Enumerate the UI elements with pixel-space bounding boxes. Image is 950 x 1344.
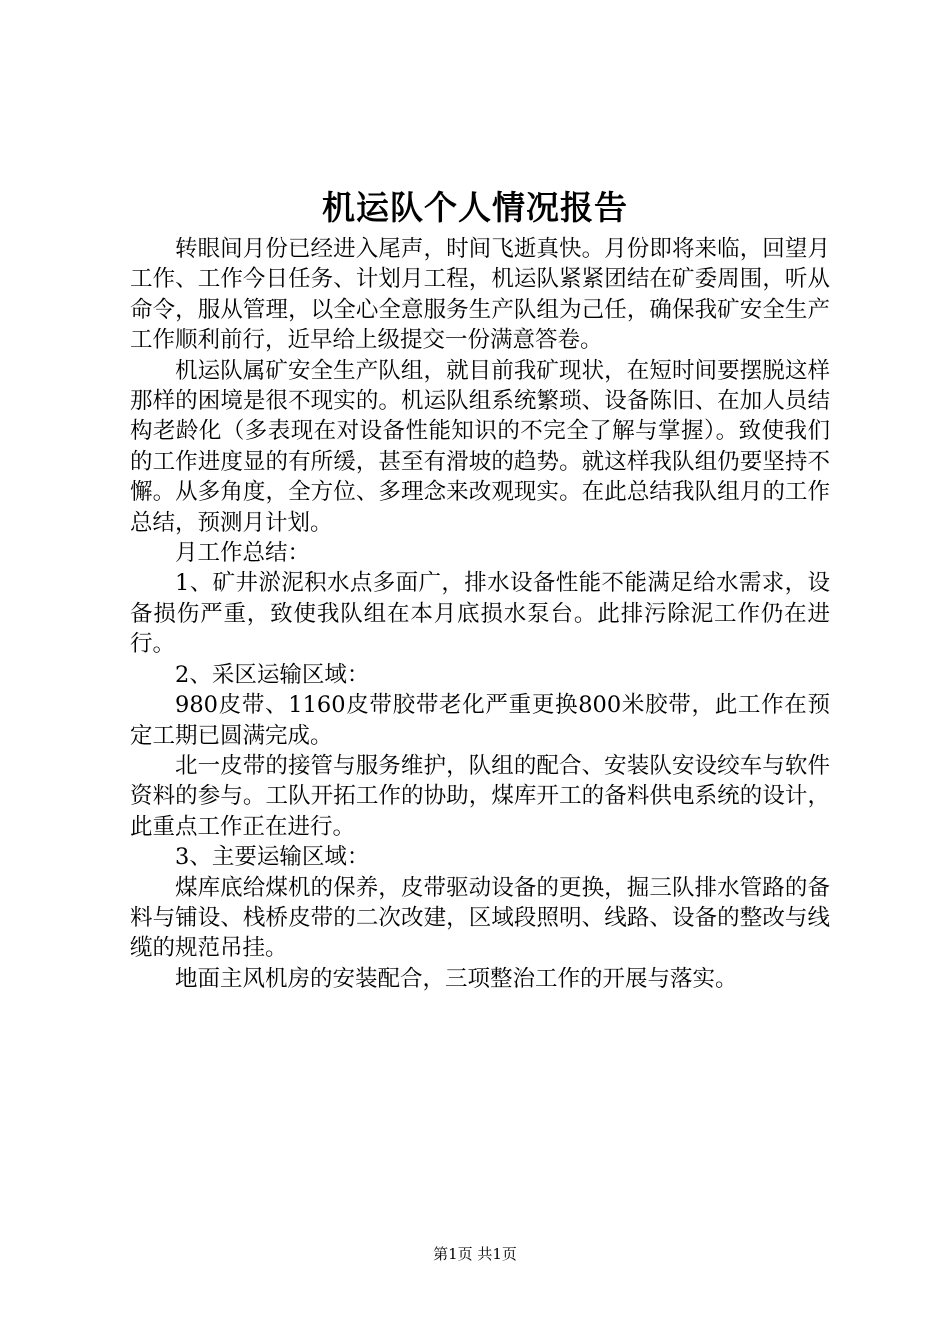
- paragraph: 煤库底给煤机的保养，皮带驱动设备的更换，掘三队排水管路的备料与铺设、栈桥皮带的二次改建，区域段照明、线路、设备的整改与线缆的规范吊挂。: [130, 874, 830, 962]
- paragraph: 北一皮带的接管与服务维护，队组的配合、安装队安设绞车与软件资料的参与。工队开拓工作的协助，煤库开工的备料供电系统的设计，此重点工作正在进行。: [130, 752, 830, 840]
- paragraph: 月工作总结：: [175, 540, 311, 567]
- paragraph: 机运队属矿安全生产队组，就目前我矿现状，在短时间要摆脱这样那样的困境是很不现实的。机运队组系统繁琐、设备陈旧、在加人员结构老龄化（多表现在对设备性能知识的不完全了解与掌握）。致使我们的工作进度显的有所缓，甚至有滑坡的趋势。就这样我队组仍要坚持不懈。从多角度，全方位、多理念来改观现实。在此总结我队组月的工作总结，预测月计划。: [130, 357, 830, 536]
- document-title: 机运队个人情况报告: [322, 188, 628, 227]
- paragraph: 转眼间月份已经进入尾声，时间飞逝真快。月份即将来临，回望月工作、工作今日任务、计划月工程，机运队紧紧团结在矿委周围，听从命令，服从管理，以全心全意服务生产队组为己任，确保我矿安全生产工作顺利前行，近早给上级提交一份满意答卷。: [130, 236, 830, 354]
- paragraph: 3、主要运输区域：: [175, 844, 370, 871]
- paragraph: 2、采区运输区域：: [175, 661, 370, 688]
- paragraph: 980皮带、1160皮带胶带老化严重更换800米胶带，此工作在预定工期已圆满完成。: [130, 692, 830, 749]
- paragraph: 地面主风机房的安装配合，三项整治工作的开展与落实。: [175, 965, 738, 992]
- paragraph: 1、矿井淤泥积水点多面广，排水设备性能不能满足给水需求，设备损伤严重，致使我队组在本月底损水泵台。此排污除泥工作仍在进行。: [130, 570, 830, 658]
- document-body: [130, 234, 830, 994]
- page-number-footer: 第1页 共1页: [433, 1245, 517, 1263]
